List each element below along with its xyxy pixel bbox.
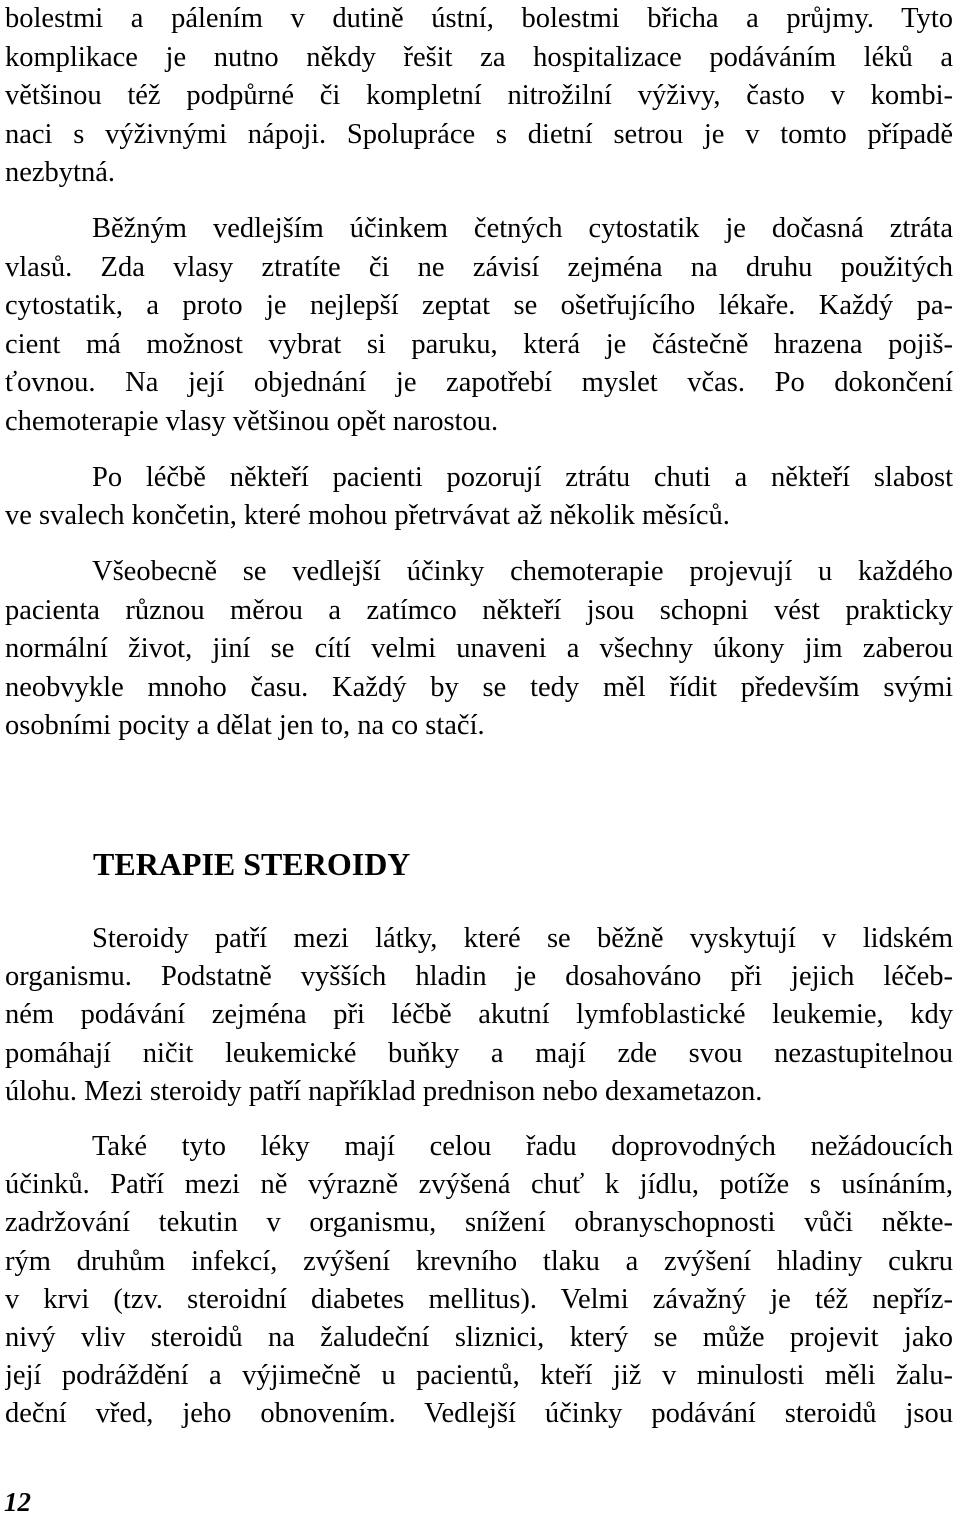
text-line: Steroidy patří mezi látky, které se běžně vyskytují v lidském [92,923,953,954]
text-line: komplikace je nutno někdy řešit za hospitalizace podáváním léků a [5,41,953,73]
page-number: 12 [4,1487,31,1517]
section-heading: TERAPIE STEROIDY [93,846,411,882]
text-line: nezbytná. [5,157,115,188]
text-line: normální život, jiní se cítí velmi unaveni a všechny úkony jim zaberou [5,633,953,664]
text-line: Také tyto léky mají celou řadu doprovodných nežádoucích [92,1130,953,1162]
text-line: ném podávání zejména při léčbě akutní lymfoblastické leukemie, kdy [5,999,953,1031]
paragraph-general [5,553,953,746]
paragraph-gap [5,1111,953,1128]
text-line: v krvi (tzv. steroidní diabetes mellitus). Velmi závažný je též nepříz- [5,1283,953,1315]
paragraph-hair-loss [5,210,953,441]
paragraph-gap [5,193,953,211]
text-line: její podráždění a výjimečně u pacientů, kteří již v minulosti měli žalu- [5,1360,953,1392]
text-line: Běžným vedlejším účinkem četných cytostatik je dočasná ztráta [92,213,953,244]
text-line: cytostatik, a proto je nejlepší zeptat se ošetřujícího lékaře. Každý pa- [5,290,953,321]
text-line: Po léčbě někteří pacienti pozorují ztrátu chuti a někteří slabost [92,461,953,493]
text-line: rým druhům infekcí, zvýšení krevního tlaku a zvýšení hladiny cukru [5,1245,953,1277]
text-line: úlohu. Mezi steroidy patří například prednison nebo dexametazon. [5,1075,763,1107]
text-line: vlasů. Zda vlasy ztratíte či ne závisí zejména na druhu použitých [5,251,953,283]
text-line: nivý vliv steroidů na žaludeční sliznici, který se může projevit jako [5,1321,953,1353]
text-line: zadržování tekutin v organismu, snížení obranyschopnosti vůči někte- [5,1207,953,1239]
paragraph-gap [5,536,953,554]
text-line: pomáhají ničit leukemické buňky a mají zde svou nezastupitelnou [5,1037,953,1069]
text-line: bolestmi a pálením v dutině ústní, bolestmi břicha a průjmy. Tyto [5,3,953,34]
paragraph-gap [5,441,953,459]
text-line: deční vřed, jeho obnovením. Vedlejší účinky podávání steroidů jsou [5,1398,953,1430]
text-line: pacienta různou měrou a zatímco někteří jsou schopni vést prakticky [5,594,953,626]
paragraph-taste-loss [5,459,953,536]
text-line: chemoterapie vlasy většinou opět narostou. [5,405,499,437]
paragraph-steroids-side-effects [5,1128,953,1434]
page-body-bottom [5,920,953,1433]
paragraph-complications [5,0,953,193]
text-line: ťovnou. Na její objednání je zapotřebí myslet včas. Po dokončení [5,367,953,398]
text-line: účinků. Patří mezi ně výrazně zvýšená chuť k jídlu, potíže s usínáním, [5,1169,953,1201]
page-body-top [5,0,953,746]
text-line: cient má možnost vybrat si paruku, která je částečně hrazena pojiš- [5,328,953,360]
text-line: ve svalech končetin, které mohou přetrvávat až několik měsíců. [5,500,730,531]
text-line: neobvykle mnoho času. Každý by se tedy měl řídit především svými [5,671,953,703]
text-line: osobními pocity a dělat jen to, na co stačí. [5,710,485,741]
text-line: naci s výživnými nápoji. Spolupráce s dietní setrou je v tomto případě [5,118,953,150]
text-line: organismu. Podstatně vyšších hladin je dosahováno při jejich léčeb- [5,961,953,993]
text-line: Všeobecně se vedlejší účinky chemoterapie projevují u každého [92,556,953,587]
text-line: většinou též podpůrné či kompletní nitrožilní výživy, často v kombi- [5,80,953,111]
paragraph-steroids-intro [5,920,953,1111]
